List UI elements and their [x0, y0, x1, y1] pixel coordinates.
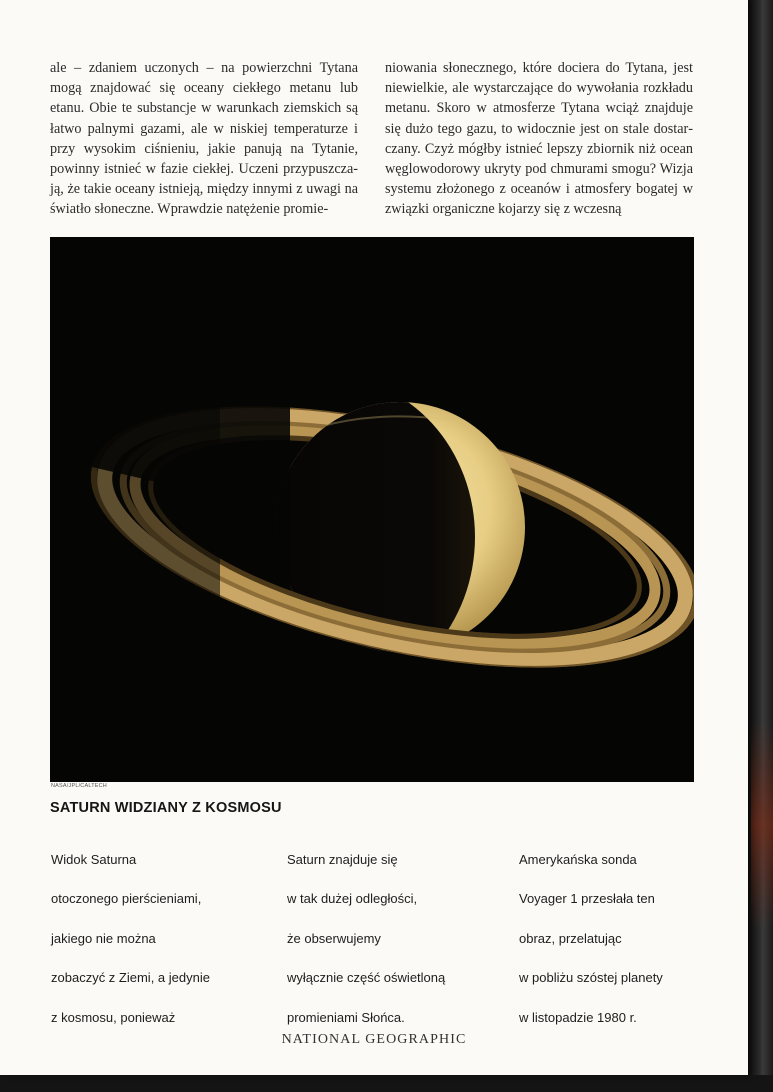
scan-bottom-edge: [0, 1075, 773, 1092]
caption-line: Widok Saturna: [51, 852, 137, 867]
caption-line: że obserwujemy: [287, 930, 381, 946]
saturn-photo: [50, 237, 694, 782]
article-column-left: ale – zdaniem uczonych – na powierzchni Tytana mogą znajdować się oceany ciekłego metanu lub etanu. Obie te substancje w warunkach ziemskich są łatwo palnymi gazami, ale w niskiej temperaturze i przy wysokim ciśnieniu, jakie panują na Tytanie, powinny istnieć w fazie ciekłej. Uczeni przypuszczają, że takie oceany istnieją, między innymi z uwagi na światło słoneczne. Wprawdzie natężenie promie-: [50, 60, 358, 218]
caption-line: wyłącznie część oświetloną: [287, 970, 446, 986]
photo-credit: NASA/JPL/CALTECH: [51, 783, 107, 789]
caption-line: zobaczyć z Ziemi, a jedynie: [51, 970, 210, 986]
next-page-edge: [751, 720, 773, 930]
caption-line: Voyager 1 przesłała ten: [519, 891, 655, 907]
caption-line: w listopadzie 1980 r.: [519, 1009, 637, 1025]
caption-column-2: [287, 840, 507, 1037]
article-column-right: niowania słonecznego, które dociera do Tytana, jest niewielkie, ale wystarczające do wywołania rozkładu metanu. Skoro w atmosferze Tytana wciąż znajduje się dużo tego gazu, to widocznie jest on stale dostarczany. Czyż mógłby istnieć lepszy zbiornik niż ocean węglowodorowy ukryty pod chmurami smogu? Wizja systemu złożonego z oceanów i atmosfery bogatej w związki organiczne kojarzy się z wczesną: [385, 60, 693, 218]
caption-column-1: [51, 840, 271, 1037]
caption-line: Amerykańska sonda: [519, 852, 637, 867]
caption-line: z kosmosu, ponieważ: [51, 1009, 176, 1025]
caption-column-3: [519, 840, 739, 1037]
publication-footer: NATIONAL GEOGRAPHIC: [281, 1032, 467, 1047]
caption-line: obraz, przelatując: [519, 930, 622, 946]
caption-line: promieniami Słońca.: [287, 1009, 405, 1025]
caption-line: w tak dużej odległości,: [287, 891, 418, 907]
caption-title: SATURN WIDZIANY Z KOSMOSU: [50, 800, 282, 816]
caption-line: otoczonego pierścieniami,: [51, 891, 202, 907]
caption-line: Saturn znajduje się: [287, 852, 398, 867]
caption-line: jakiego nie można: [51, 930, 156, 946]
saturn-illustration: [50, 237, 694, 782]
caption-line: w pobliżu szóstej planety: [519, 970, 663, 986]
